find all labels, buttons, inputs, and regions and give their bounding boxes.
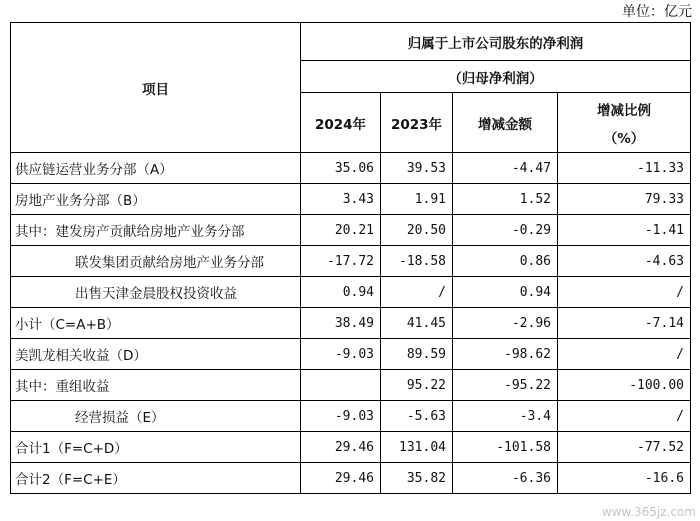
cell-2023: 20.50 — [381, 215, 453, 246]
row-label: 合计2（F=C+E） — [11, 463, 301, 494]
net-profit-table — [10, 22, 691, 494]
cell-change: -4.47 — [453, 153, 558, 184]
cell-change: -98.62 — [453, 339, 558, 370]
cell-2024: 38.49 — [301, 308, 381, 339]
cell-pct: -77.52 — [558, 432, 691, 463]
cell-pct: -7.14 — [558, 308, 691, 339]
table-row — [11, 277, 691, 308]
unit-label: 单位：亿元 — [622, 4, 692, 20]
cell-2023: 39.53 — [381, 153, 453, 184]
table-row — [11, 339, 691, 370]
row-label: 出售天津金晨股权投资收益 — [11, 277, 301, 308]
cell-pct: / — [558, 401, 691, 432]
row-label: 其中：建发房产贡献给房地产业务分部 — [11, 215, 301, 246]
watermark: www.365jz.com — [601, 505, 696, 519]
cell-change: 0.94 — [453, 277, 558, 308]
table-row — [11, 463, 691, 494]
cell-2024: 29.46 — [301, 432, 381, 463]
row-label: 联发集团贡献给房地产业务分部 — [11, 246, 301, 277]
cell-2023: / — [381, 277, 453, 308]
cell-2024: -9.03 — [301, 339, 381, 370]
cell-change: -101.58 — [453, 432, 558, 463]
row-label: 小计（C=A+B） — [11, 308, 301, 339]
cell-2024: 35.06 — [301, 153, 381, 184]
header-pct — [558, 93, 691, 153]
table-row — [11, 153, 691, 184]
table-row — [11, 432, 691, 463]
cell-pct: -16.6 — [558, 463, 691, 494]
row-label: 房地产业务分部（B） — [11, 184, 301, 215]
cell-2023: 131.04 — [381, 432, 453, 463]
cell-change: -3.4 — [453, 401, 558, 432]
cell-pct: / — [558, 339, 691, 370]
cell-change: -2.96 — [453, 308, 558, 339]
header-pct-line1: 增减比例 — [597, 102, 651, 119]
cell-2024: 20.21 — [301, 215, 381, 246]
cell-pct: -1.41 — [558, 215, 691, 246]
cell-change: -0.29 — [453, 215, 558, 246]
header-2023: 2023年 — [381, 93, 453, 153]
table-row — [11, 184, 691, 215]
table-row — [11, 246, 691, 277]
header-pct-line2: （%） — [603, 130, 645, 147]
cell-pct: -11.33 — [558, 153, 691, 184]
cell-2024: 29.46 — [301, 463, 381, 494]
header-2024: 2024年 — [301, 93, 381, 153]
cell-pct: 79.33 — [558, 184, 691, 215]
cell-2024: 3.43 — [301, 184, 381, 215]
row-label: 美凯龙相关收益（D） — [11, 339, 301, 370]
table-row — [11, 215, 691, 246]
cell-2024: -9.03 — [301, 401, 381, 432]
cell-change: -95.22 — [453, 370, 558, 401]
header-change: 增减金额 — [453, 93, 558, 153]
cell-2023: 35.82 — [381, 463, 453, 494]
header-group-title: 归属于上市公司股东的净利润 — [301, 23, 691, 61]
header-item: 项目 — [11, 23, 301, 153]
cell-2023: -18.58 — [381, 246, 453, 277]
cell-change: 1.52 — [453, 184, 558, 215]
cell-2023: 41.45 — [381, 308, 453, 339]
cell-2024: 0.94 — [301, 277, 381, 308]
cell-pct: -4.63 — [558, 246, 691, 277]
cell-change: 0.86 — [453, 246, 558, 277]
row-label: 经营损益（E） — [11, 401, 301, 432]
cell-2023: 89.59 — [381, 339, 453, 370]
row-label: 供应链运营业务分部（A） — [11, 153, 301, 184]
cell-2024 — [301, 370, 381, 401]
table-row — [11, 308, 691, 339]
row-label: 其中：重组收益 — [11, 370, 301, 401]
header-group-subtitle: （归母净利润） — [301, 61, 691, 93]
table-row — [11, 401, 691, 432]
cell-pct: -100.00 — [558, 370, 691, 401]
table-row — [11, 370, 691, 401]
cell-2024: -17.72 — [301, 246, 381, 277]
cell-2023: 1.91 — [381, 184, 453, 215]
cell-2023: 95.22 — [381, 370, 453, 401]
cell-2023: -5.63 — [381, 401, 453, 432]
cell-pct: / — [558, 277, 691, 308]
row-label: 合计1（F=C+D） — [11, 432, 301, 463]
cell-change: -6.36 — [453, 463, 558, 494]
